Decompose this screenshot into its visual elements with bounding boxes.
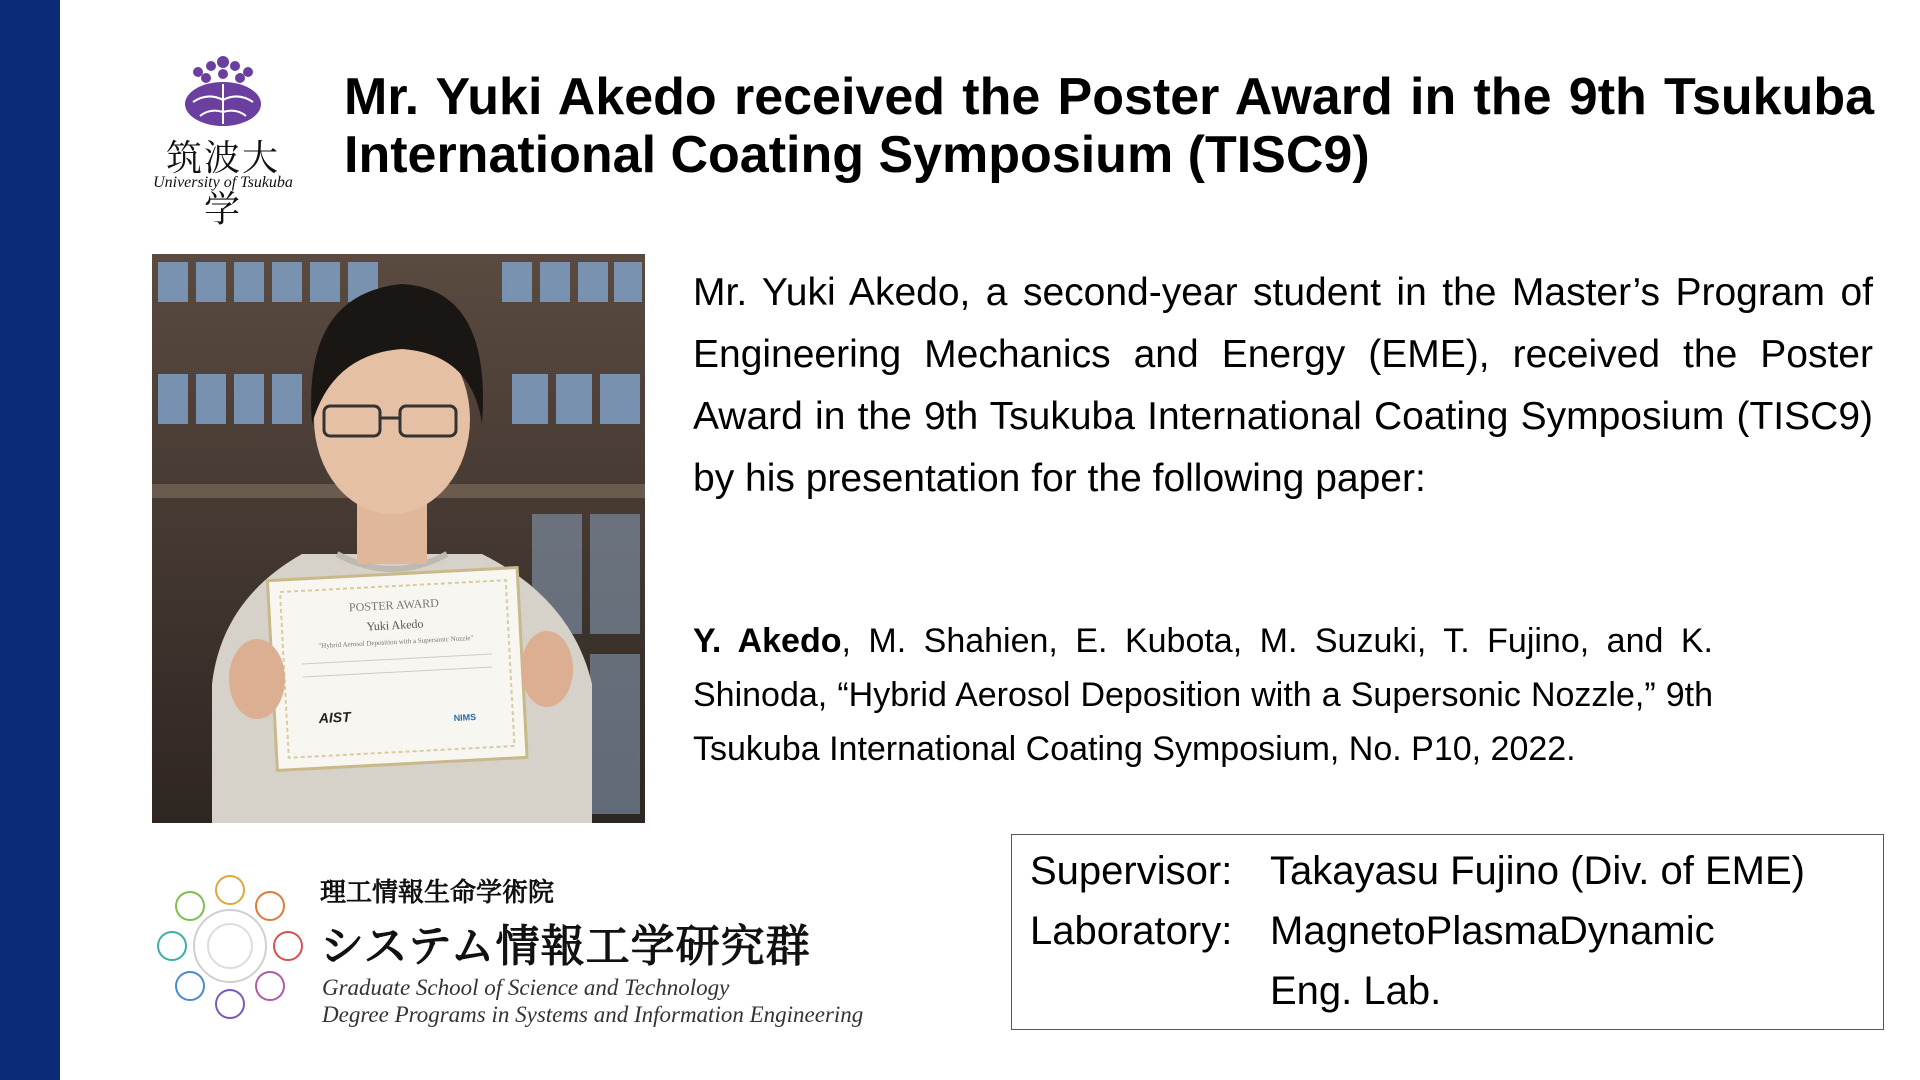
certificate-logo-left: AIST [318, 708, 352, 727]
laboratory-row [1030, 901, 1883, 961]
supervisor-row [1030, 841, 1883, 901]
page-title: Mr. Yuki Akedo received the Poster Award in the 9th Tsukuba International Coating Symposium (TISC9) [344, 68, 1874, 184]
certificate-heading: POSTER AWARD [348, 595, 440, 615]
laboratory-label: Laboratory: [1030, 909, 1233, 953]
citation-rest: , M. Shahien, E. Kubota, M. Suzuki, T. Fujino, and K. Shinoda, “Hybrid Aerosol Deposition with a Supersonic Nozzle,” 9th Tsukuba International Coating Symposium, No. P10, 2022. [693, 622, 1713, 768]
degree-program-name-jp: システム情報工学研究群 [320, 922, 811, 971]
laboratory-row-continued [1030, 961, 1883, 1021]
university-name-en: University of Tsukuba [153, 174, 293, 191]
citation-first-author: Y. Akedo [693, 622, 842, 660]
grad-school-name-en [322, 974, 863, 1028]
award-description: Mr. Yuki Akedo, a second-year student in the Master’s Program of Engineering Mechanics and Energy (EME), received the Poster Award in the 9th Tsukuba International Coating Symposium (TISC9) by his presentation for the following paper: [693, 271, 1873, 500]
recipient-photo [152, 254, 645, 823]
grad-school-en-line2: Degree Programs in Systems and Information Engineering [322, 1002, 864, 1027]
certificate-subtitle: "Hybrid Aerosol Deposition with a Supersonic Nozzle" [318, 633, 474, 651]
paulownia-crest-icon [148, 52, 298, 128]
supervisor-info-box [1011, 834, 1884, 1030]
left-accent-bar [0, 0, 60, 1080]
laboratory-value-line1: MagnetoPlasmaDynamic [1270, 909, 1715, 953]
certificate-logo-right: NIMS [453, 711, 477, 724]
supervisor-value: Takayasu Fujino (Div. of EME) [1270, 849, 1805, 893]
grad-school-name-jp: 理工情報生命学術院 [320, 877, 555, 907]
graduate-school-logo-icon [150, 868, 310, 1028]
laboratory-value-line2: Eng. Lab. [1270, 969, 1442, 1013]
paper-citation [693, 614, 1713, 776]
university-logo [148, 52, 298, 230]
grad-school-en-line1: Graduate School of Science and Technology [322, 975, 730, 1000]
certificate-name: Yuki Akedo [366, 616, 424, 634]
university-name-jp: 筑波大学 [165, 138, 280, 230]
supervisor-label: Supervisor: [1030, 849, 1233, 893]
